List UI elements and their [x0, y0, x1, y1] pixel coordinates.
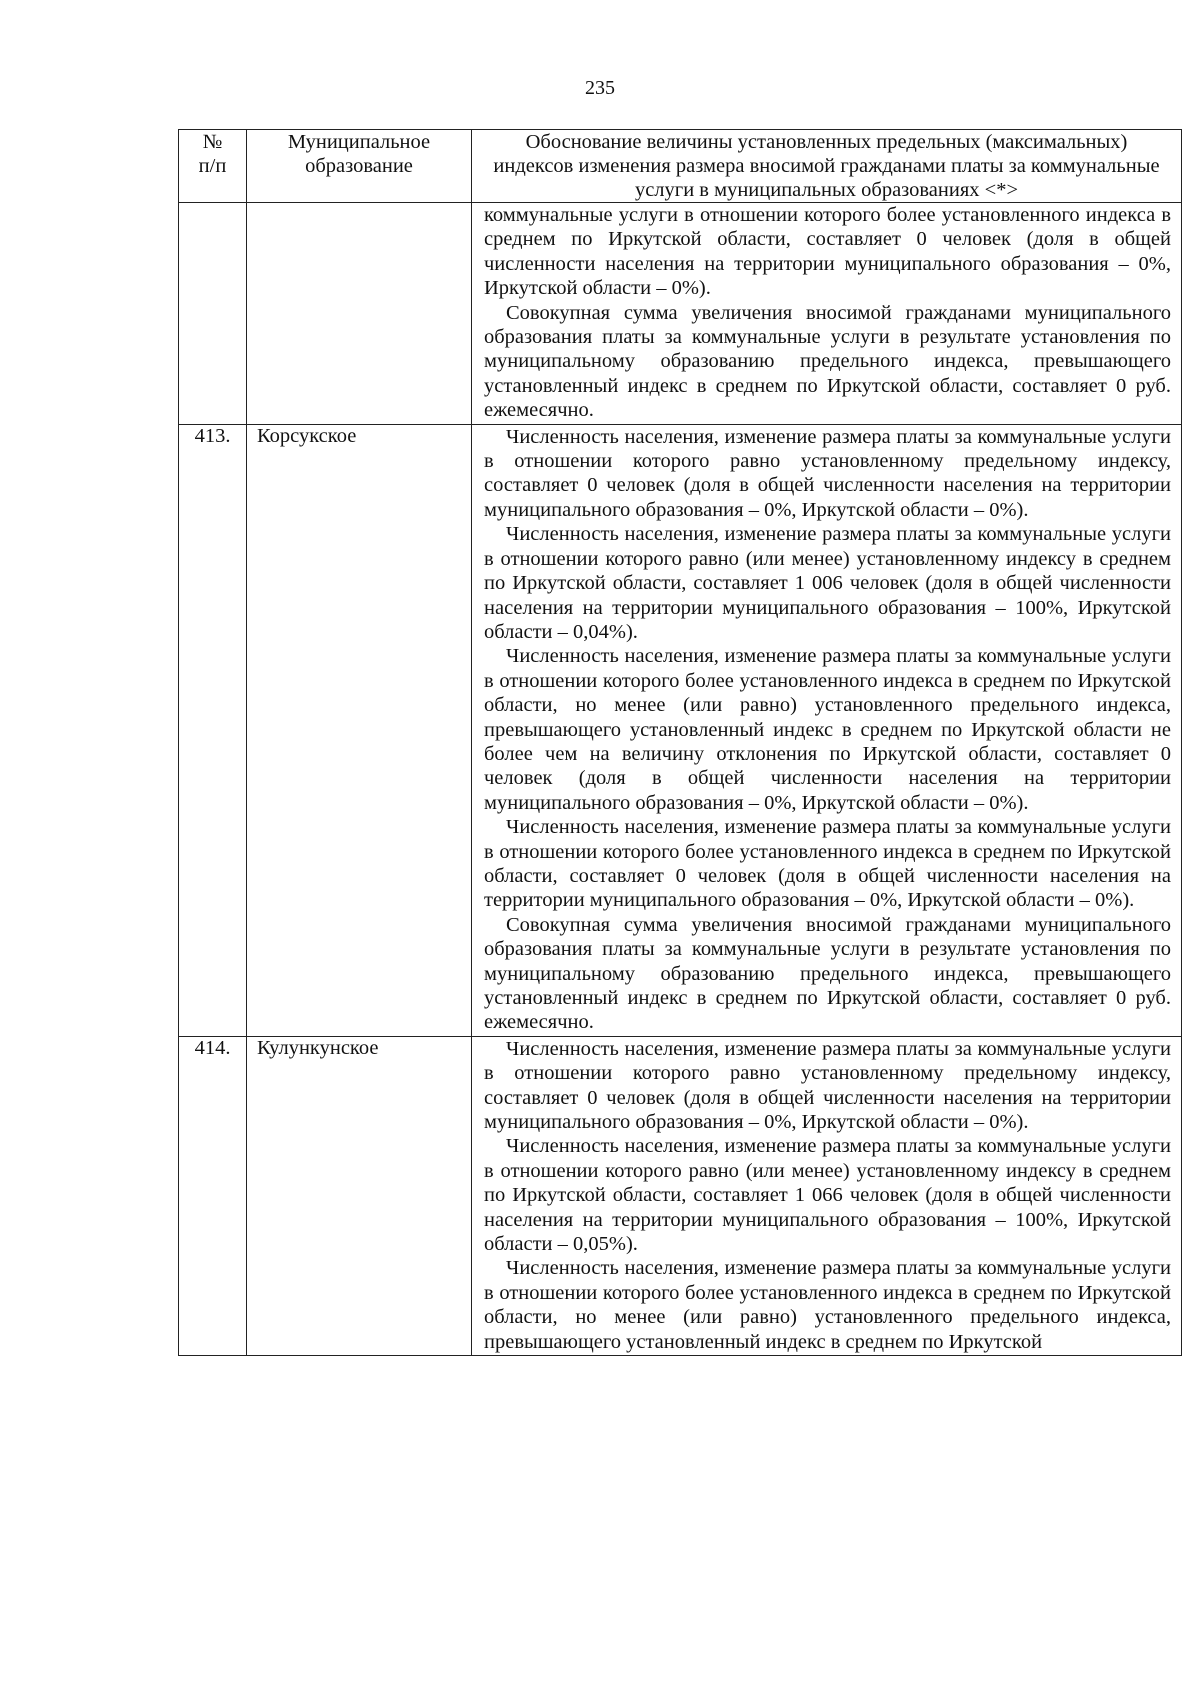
justification-paragraph: Численность населения, изменение размера платы за коммунальные услуги в отношении которого равно установленному предельному индексу, составляет 0 человек (доля в общей численности населения на территории муниципального образования – 0%, Иркутской области – 0%).: [484, 1037, 1171, 1134]
justification-paragraph: коммунальные услуги в отношении которого более установленного индекса в среднем по Иркутской области, составляет 0 человек (доля в общей численности населения на территории муниципального образования – 0%, Иркутской области – 0%).: [484, 204, 1171, 300]
justification-paragraph: Численность населения, изменение размера платы за коммунальные услуги в отношении которого равно (или менее) установленному индексу в среднем по Иркутской области, составляет 1 066 человек (доля в общей численности населения на территории муниципального образования – 100%, Иркутской области – 0,05%).: [484, 1135, 1171, 1256]
table-header-row: [179, 130, 1182, 203]
table-row: [179, 424, 1182, 1036]
row-number-cell: [179, 424, 247, 1036]
justification-paragraph: Численность населения, изменение размера платы за коммунальные услуги в отношении которого более установленного индекса в среднем по Иркутской области, но менее (или равно) установленного предельного индекса, превышающего установленный индекс в среднем по Иркутской: [484, 1257, 1171, 1353]
row-justification-cell: [472, 203, 1182, 425]
justification-paragraph: Численность населения, изменение размера платы за коммунальные услуги в отношении которого равно установленному предельному индексу, составляет 0 человек (доля в общей численности населения на территории муниципального образования – 0%, Иркутской области – 0%).: [484, 425, 1171, 521]
justification-table: [178, 129, 1182, 1356]
justification-paragraph: Численность населения, изменение размера платы за коммунальные услуги в отношении которого более установленного индекса в среднем по Иркутской области, составляет 0 человек (доля в общей численности населения на территории муниципального образования – 0%, Иркутской области – 0%).: [484, 816, 1171, 912]
row-number: 414.: [194, 1036, 231, 1059]
header-number-label: № п/п: [198, 131, 227, 177]
header-municipality-label: Муниципальное образование: [287, 131, 431, 177]
row-municipality-cell: [247, 424, 472, 1036]
justification-paragraph: Совокупная сумма увеличения вносимой гражданами муниципального образования платы за коммунальные услуги в результате установления по муниципальному образованию предельного индекса, превышающего установленный индекс в среднем по Иркутской области, составляет 0 руб. ежемесячно.: [484, 913, 1171, 1034]
row-number: 413.: [194, 424, 231, 447]
page-number: 235: [585, 77, 615, 99]
row-municipality: Корсукское: [257, 424, 357, 447]
justification-paragraph: Численность населения, изменение размера платы за коммунальные услуги в отношении которого более установленного индекса в среднем по Иркутской области, но менее (или равно) установленного предельного индекса, превышающего установленный индекс в среднем по Иркутской области не более чем на величину отклонения по Иркутской области, составляет 0 человек (доля в общей численности населения на территории муниципального образования – 0%, Иркутской области – 0%).: [484, 645, 1171, 814]
column-header-number: [179, 130, 247, 203]
row-justification-cell: [472, 424, 1182, 1036]
column-header-justification: [472, 130, 1182, 203]
justification-paragraph: Численность населения, изменение размера платы за коммунальные услуги в отношении которого равно (или менее) установленному индексу в среднем по Иркутской области, составляет 1 006 человек (доля в общей численности населения на территории муниципального образования – 100%, Иркутской области – 0,04%).: [484, 523, 1171, 643]
header-justification-label: Обоснование величины установленных предельных (максимальных) индексов изменения размера вносимой гражданами платы за коммунальные услуги в муниципальных образованиях <*>: [493, 131, 1160, 201]
row-number-cell: [179, 1036, 247, 1355]
row-municipality: Кулункунское: [257, 1036, 379, 1059]
row-municipality-cell: [247, 1036, 472, 1355]
row-justification-cell: [472, 1036, 1182, 1355]
justification-paragraph: Совокупная сумма увеличения вносимой гражданами муниципального образования платы за коммунальные услуги в результате установления по муниципальному образованию предельного индекса, превышающего установленный индекс в среднем по Иркутской области, составляет 0 руб. ежемесячно.: [484, 301, 1171, 422]
table-row: [179, 1036, 1182, 1355]
table-row: [179, 203, 1182, 425]
row-municipality-cell: [247, 203, 472, 425]
row-number-cell: [179, 203, 247, 425]
column-header-municipality: [247, 130, 472, 203]
